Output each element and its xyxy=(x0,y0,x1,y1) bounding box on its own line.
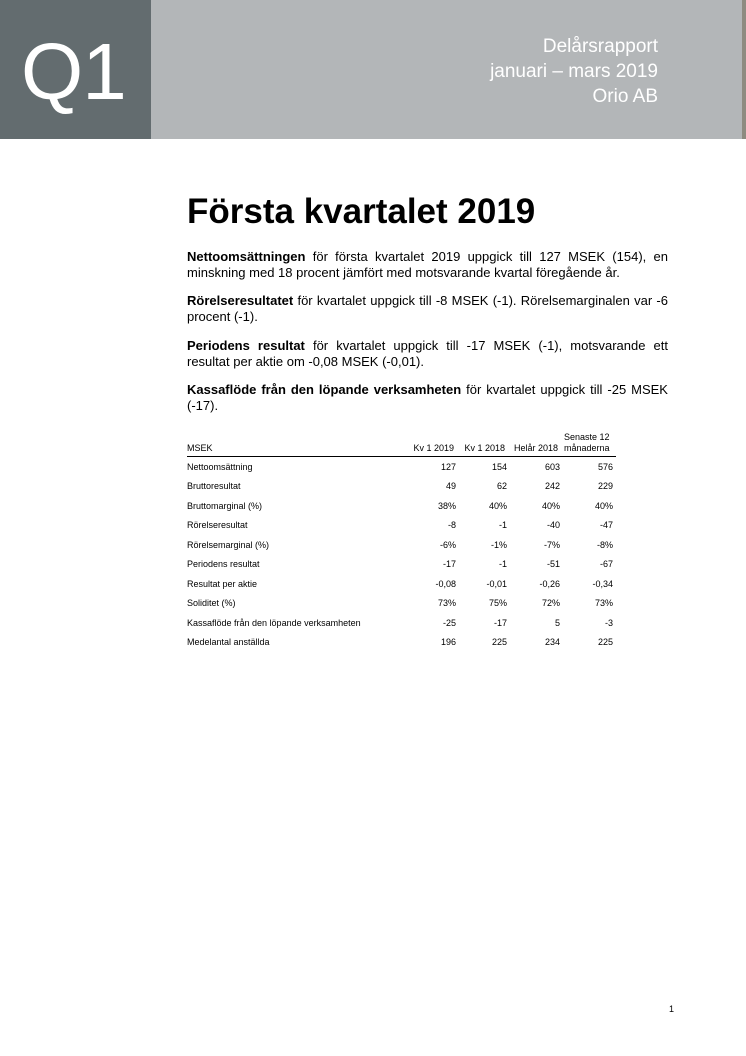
table-cell: -40 xyxy=(546,520,560,531)
report-type: Delårsrapport xyxy=(542,36,658,57)
page-number: 1 xyxy=(669,1004,675,1014)
table-row xyxy=(187,516,616,536)
table-cell: -17 xyxy=(493,617,507,628)
table-cell: 72% xyxy=(541,598,560,609)
paragraph-cash-flow xyxy=(187,382,668,414)
key-figures-table xyxy=(187,432,616,652)
table-cell: -8% xyxy=(596,539,613,550)
quarter-label: Q1 xyxy=(21,27,126,116)
header-edge-strip xyxy=(742,0,746,139)
paragraph-text: för första kvartalet 2019 uppgick till 127 MSEK (154), en minskning med 18 procent jämfört med motsvarande kvartal föregående år. xyxy=(187,249,668,280)
table-cell: 5 xyxy=(554,617,560,628)
table-cell: -1 xyxy=(498,520,507,531)
column-header: Kv 1 2018 xyxy=(456,432,507,457)
table-cell: 38% xyxy=(437,500,456,511)
row-label: Soliditet (%) xyxy=(187,598,236,609)
table-row xyxy=(187,477,616,497)
row-label: Kassaflöde från den löpande verksamheten xyxy=(187,617,361,628)
row-label: Periodens resultat xyxy=(187,559,260,570)
table-cell: 225 xyxy=(491,637,507,648)
table-cell: 62 xyxy=(496,481,507,492)
table-row xyxy=(187,633,616,653)
table-cell: -6% xyxy=(439,539,456,550)
table-cell: 40% xyxy=(488,500,507,511)
table-cell: -67 xyxy=(599,559,613,570)
table-cell: -3 xyxy=(604,617,613,628)
table-row xyxy=(187,594,616,614)
paragraph-text: för kvartalet uppgick till -25 MSEK (-17). xyxy=(187,382,668,413)
page-title: Första kvartalet 2019 xyxy=(187,192,536,231)
row-label: Resultat per aktie xyxy=(187,578,258,589)
table-cell: 40% xyxy=(594,500,613,511)
paragraph-text: för kvartalet uppgick till -17 MSEK (-1), motsvarande ett resultat per aktie om -0,08 MSEK (-0,01). xyxy=(187,338,668,369)
row-label: Rörelsemarginal (%) xyxy=(187,539,270,550)
table-cell: 234 xyxy=(544,637,560,648)
paragraph-heading: Rörelseresultatet xyxy=(187,293,294,308)
table-cell: 603 xyxy=(544,461,560,472)
paragraph-period-result xyxy=(187,338,668,370)
table-cell: -0,34 xyxy=(592,578,613,589)
table-cell: -8 xyxy=(447,520,456,531)
table-cell: -0,01 xyxy=(486,578,507,589)
company-name: Orio AB xyxy=(592,86,658,107)
row-label: Bruttoresultat xyxy=(187,481,241,492)
row-label: Medelantal anställda xyxy=(187,637,270,648)
paragraph-net-sales xyxy=(187,249,668,281)
paragraph-heading: Kassaflöde från den löpande verksamheten xyxy=(187,382,462,397)
table-cell: 225 xyxy=(597,637,613,648)
row-label: Nettoomsättning xyxy=(187,461,253,472)
table-cell: 75% xyxy=(488,598,507,609)
column-header: Helår 2018 xyxy=(507,432,560,457)
table-row xyxy=(187,457,616,477)
table-row xyxy=(187,613,616,633)
column-header: Senaste 12 månaderna xyxy=(560,432,616,457)
report-period: januari – mars 2019 xyxy=(490,61,658,82)
table-row xyxy=(187,574,616,594)
column-header: Kv 1 2019 xyxy=(399,432,456,457)
table-cell: 196 xyxy=(440,637,456,648)
table-cell: -0,26 xyxy=(539,578,560,589)
row-label: Rörelseresultat xyxy=(187,520,248,531)
table-cell: -47 xyxy=(599,520,613,531)
table-cell: -25 xyxy=(442,617,456,628)
table-header-row xyxy=(187,432,616,457)
row-label: Bruttomarginal (%) xyxy=(187,500,263,511)
table-row xyxy=(187,535,616,555)
table-row xyxy=(187,496,616,516)
table-row xyxy=(187,555,616,575)
table-cell: 49 xyxy=(445,481,456,492)
table-cell: 73% xyxy=(437,598,456,609)
table-cell: 127 xyxy=(440,461,456,472)
paragraph-operating-result xyxy=(187,293,668,325)
table-cell: 73% xyxy=(594,598,613,609)
table-cell: -7% xyxy=(543,539,560,550)
column-header: MSEK xyxy=(187,432,399,457)
table-cell: 576 xyxy=(597,461,613,472)
table-cell: -1% xyxy=(490,539,507,550)
paragraph-heading: Nettoomsättningen xyxy=(187,249,306,264)
paragraph-text: för kvartalet uppgick till -8 MSEK (-1). Rörelsemarginalen var -6 procent (-1). xyxy=(187,293,668,324)
table-cell: 242 xyxy=(544,481,560,492)
table-cell: 154 xyxy=(491,461,507,472)
table-body xyxy=(187,457,616,653)
table-cell: 40% xyxy=(541,500,560,511)
report-heading xyxy=(490,34,658,109)
table-cell: -1 xyxy=(498,559,507,570)
table-cell: 229 xyxy=(597,481,613,492)
paragraph-heading: Periodens resultat xyxy=(187,338,305,353)
table-cell: -0,08 xyxy=(435,578,456,589)
table-cell: -51 xyxy=(546,559,560,570)
table-cell: -17 xyxy=(442,559,456,570)
